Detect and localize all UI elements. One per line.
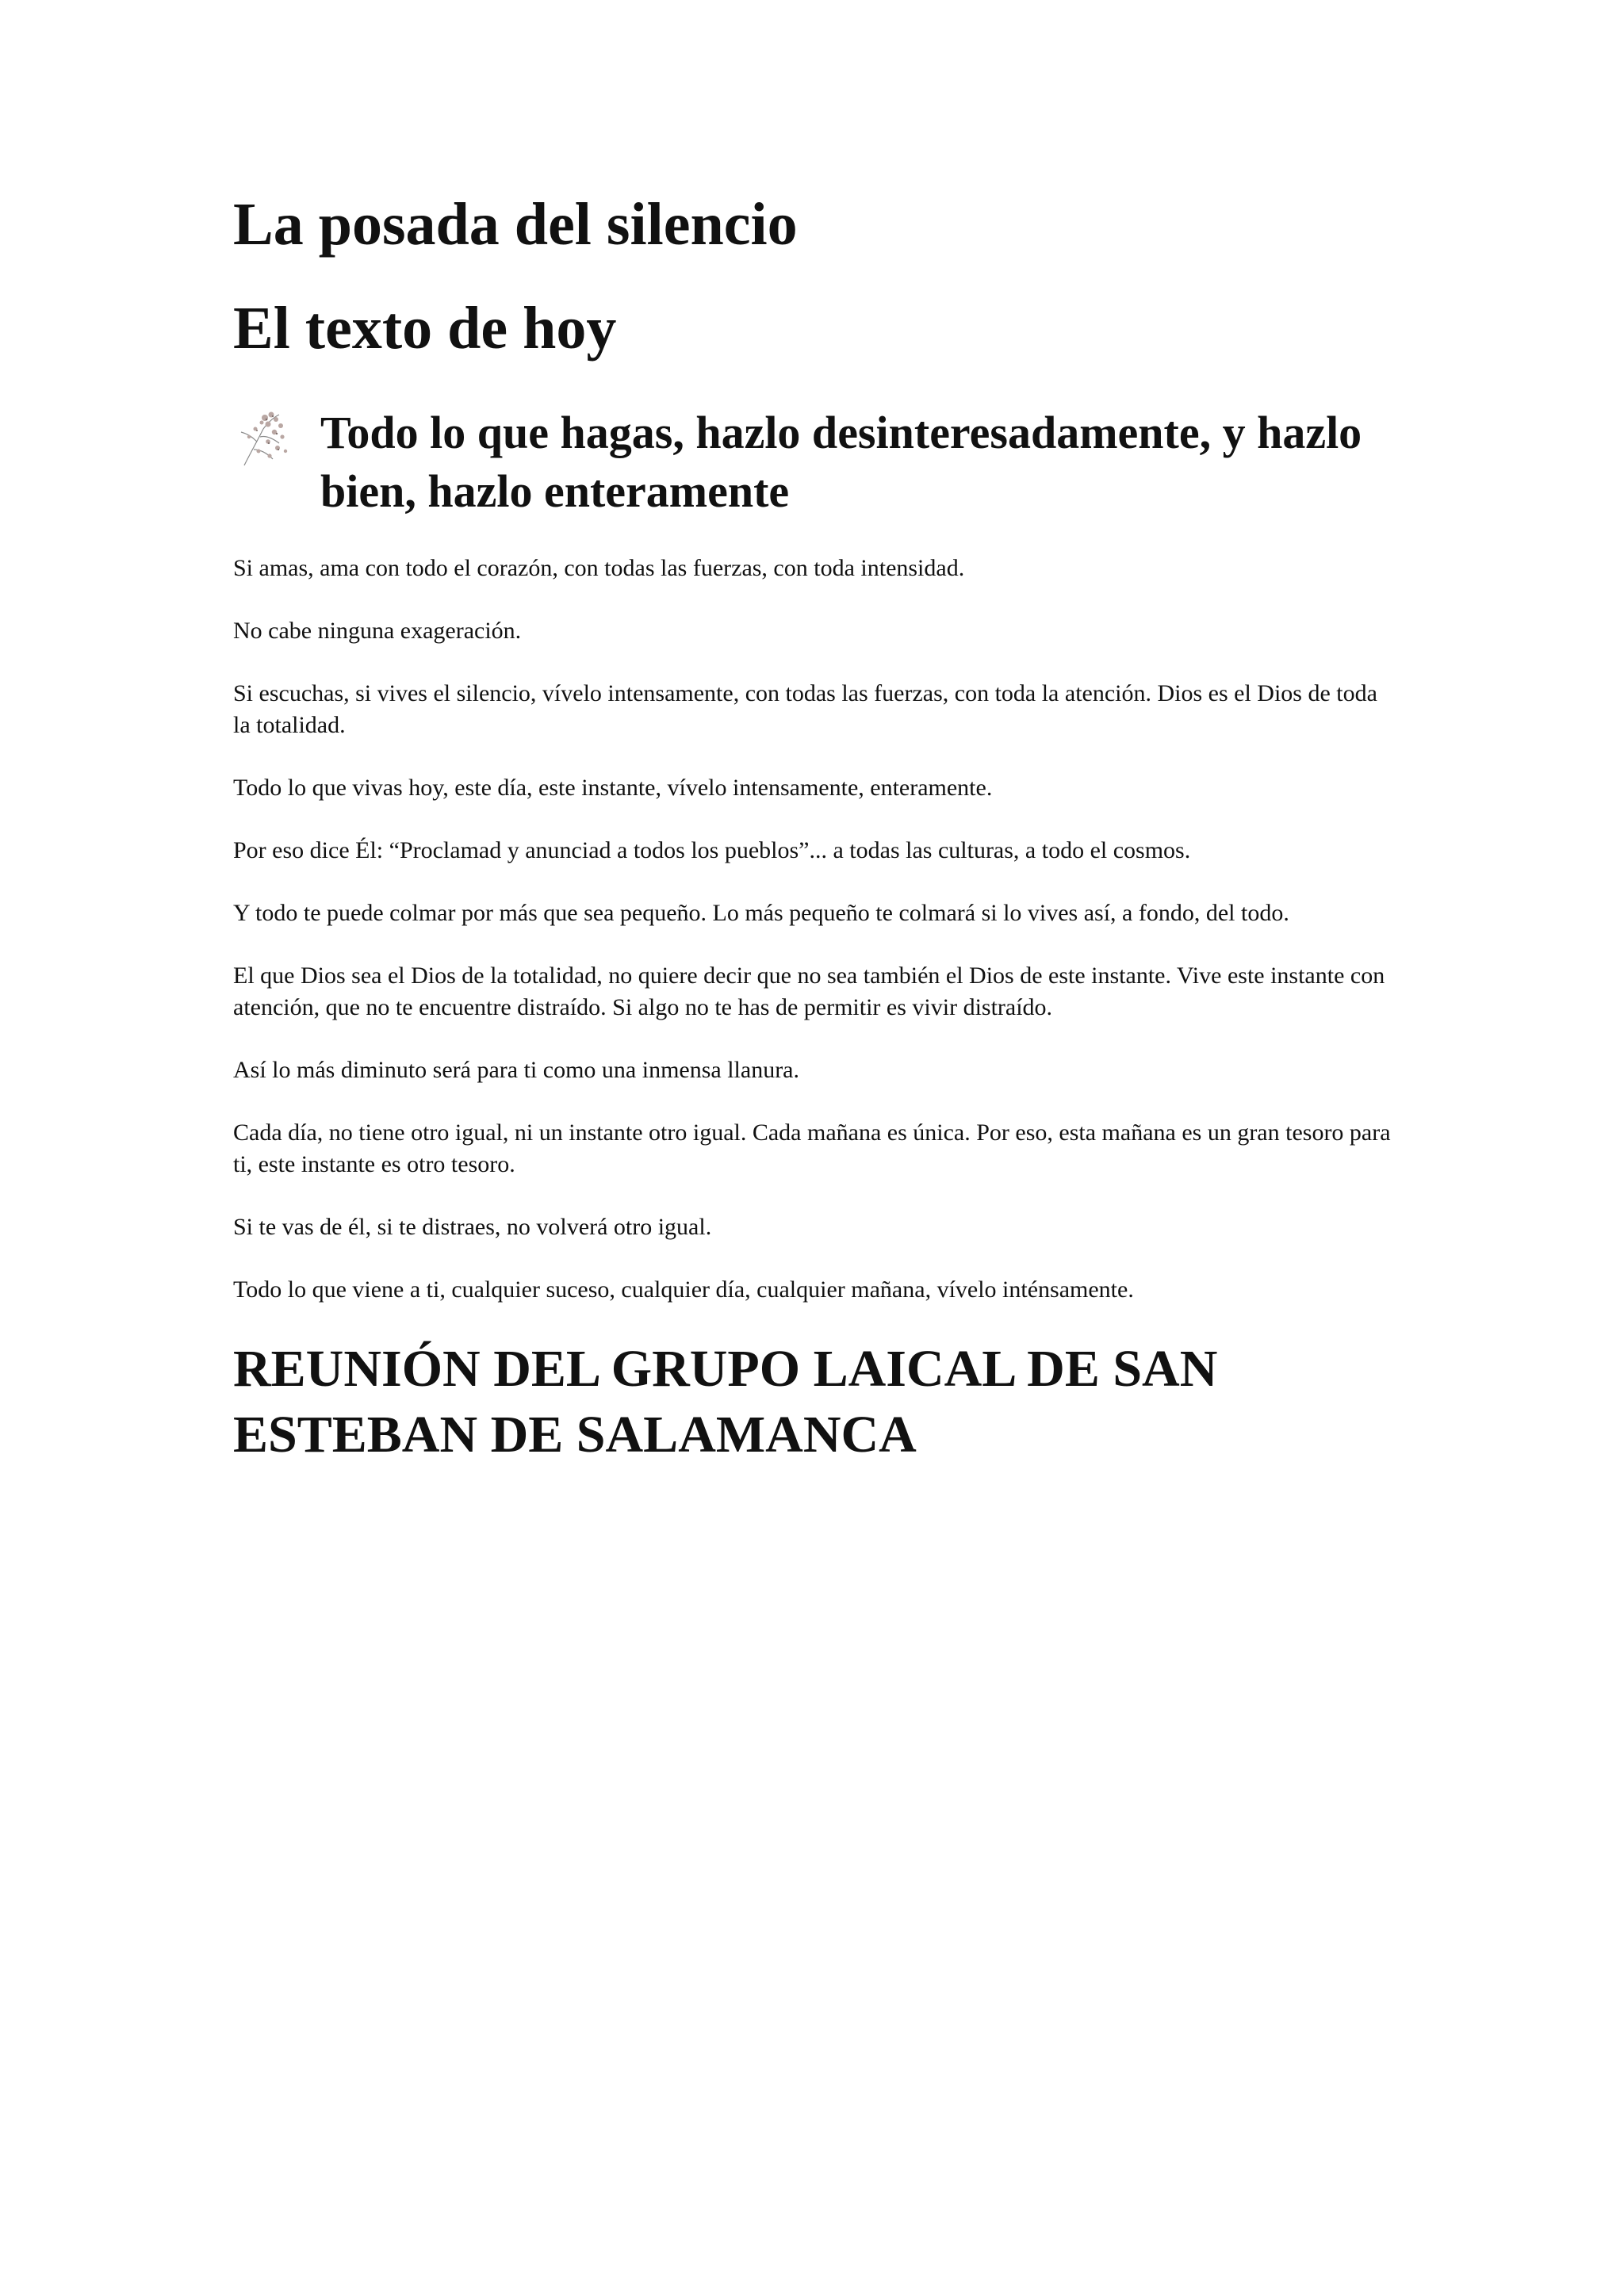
paragraph: Cada día, no tiene otro igual, ni un instante otro igual. Cada mañana es única. Por eso, esta mañana es un gran tesoro para ti, este instante es otro tesoro.: [233, 1119, 1391, 1178]
paragraph: Todo lo que viene a ti, cualquier suceso, cualquier día, cualquier mañana, vívelo inténsamente.: [233, 1276, 1134, 1303]
paragraph: Si escuchas, si vives el silencio, vívelo intensamente, con todas las fuerzas, con toda la atención. Dios es el Dios de toda la totalidad.: [233, 680, 1377, 739]
quote-heading: Todo lo que hagas, hazlo desinteresadamente, y hazlo bien, hazlo enteramente: [320, 406, 1362, 518]
paragraph: No cabe ninguna exageración.: [233, 618, 522, 645]
paragraph: Y todo te puede colmar por más que sea pequeño. Lo más pequeño te colmará si lo vives así, a fondo, del todo.: [233, 900, 1289, 927]
paragraph: Todo lo que vivas hoy, este día, este instante, vívelo intensamente, enteramente.: [233, 775, 993, 802]
paragraph: Así lo más diminuto será para ti como una inmensa llanura.: [233, 1057, 799, 1084]
paragraph: Si amas, ama con todo el corazón, con todas las fuerzas, con toda intensidad.: [233, 555, 965, 582]
section-heading: REUNIÓN DEL GRUPO LAICAL DE SAN ESTEBAN DE SALAMANCA: [233, 1340, 1218, 1464]
flower-sketch-image: [233, 405, 300, 472]
page-title: La posada del silencio: [233, 191, 798, 258]
paragraph: Si te vas de él, si te distraes, no volverá otro igual.: [233, 1214, 712, 1241]
paragraph: Por eso dice Él: “Proclamad y anunciad a todos los pueblos”... a todas las culturas, a todo el cosmos.: [233, 837, 1191, 864]
quote-row: [233, 404, 1391, 521]
page-subtitle: El texto de hoy: [233, 295, 617, 362]
paragraph: El que Dios sea el Dios de la totalidad, no quiere decir que no sea también el Dios de este instante. Vive este instante con atención, que no te encuentre distraído. Si algo no te has de permitir es vivir distraído.: [233, 962, 1385, 1021]
document-content: [233, 190, 1391, 1468]
body-text: [233, 553, 1391, 1306]
